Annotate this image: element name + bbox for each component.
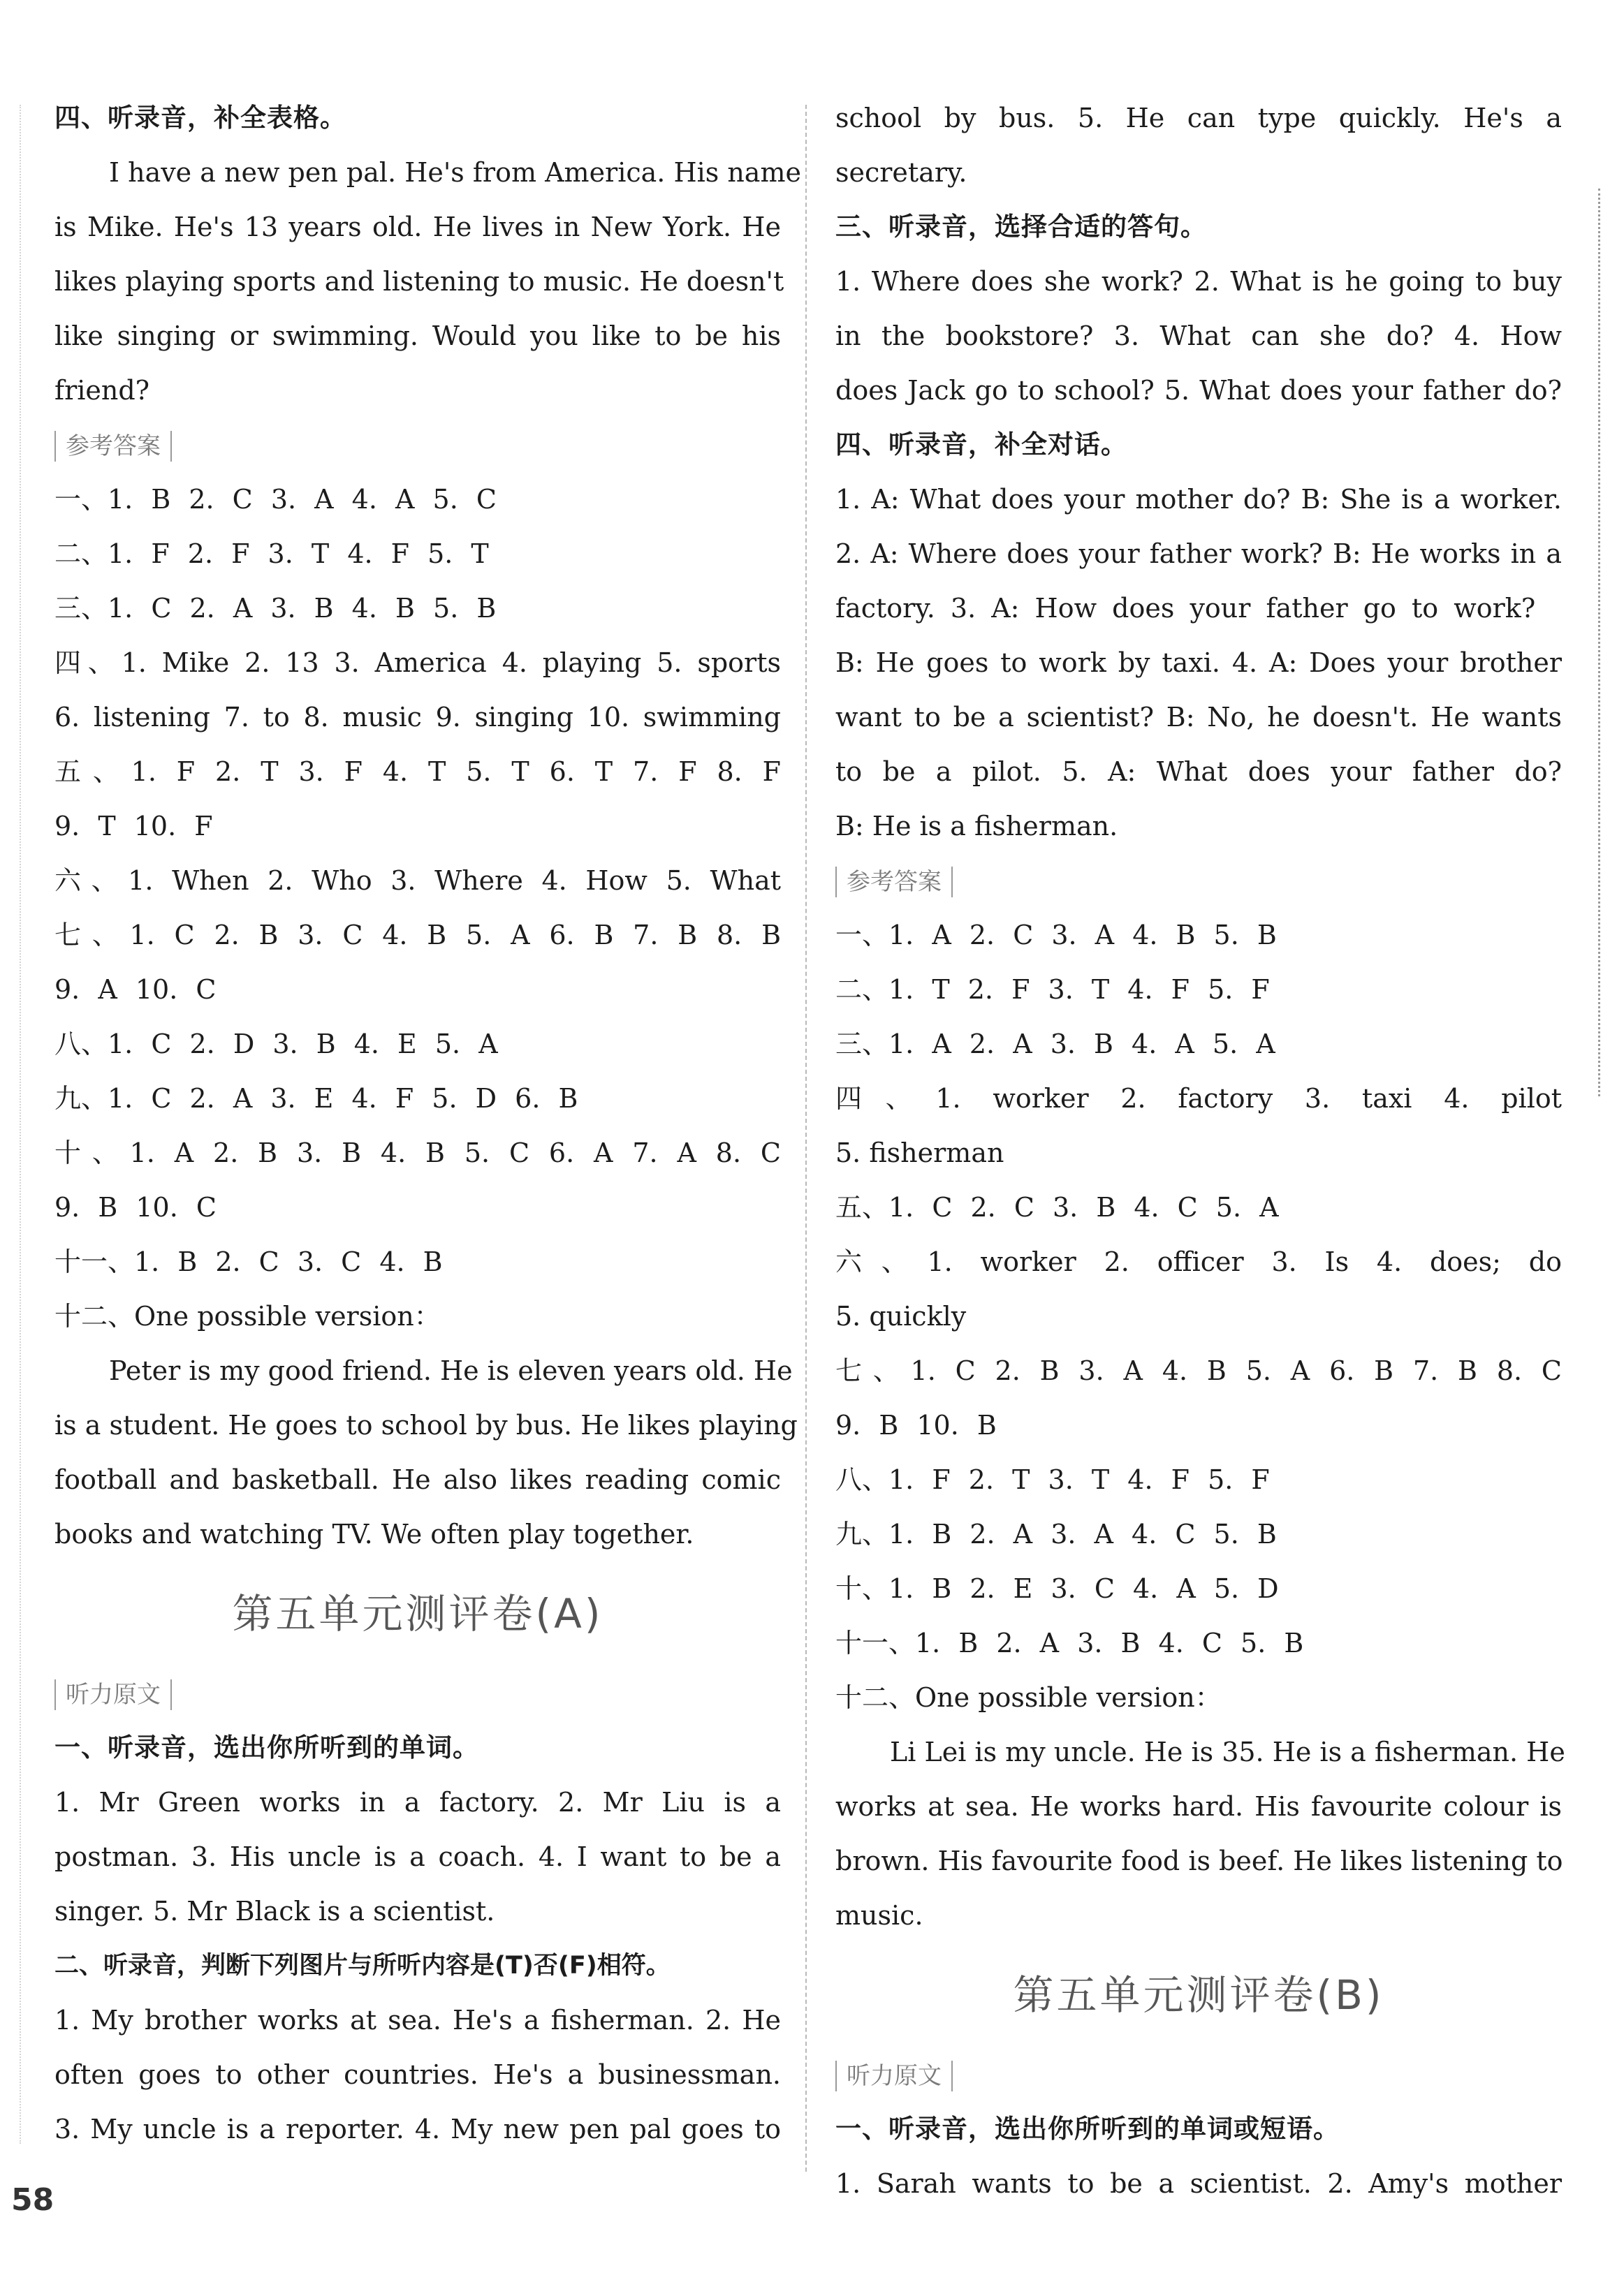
transcript-line: 1. My brother works at sea. He's a fisherman. 2. He: [54, 2005, 781, 2036]
answer-line: 六、1. worker 2. officer 3. Is 4. does; do: [835, 1246, 1562, 1277]
answer-line: 四、1. worker 2. factory 3. taxi 4. pilot: [835, 1083, 1562, 1114]
answer-line: 六、1. When 2. Who 3. Where 4. How 5. What: [54, 865, 781, 896]
answer-tag: 参考答案: [835, 867, 953, 897]
question-heading: 二、听录音，判断下列图片与所听内容是(T)否(F)相符。: [54, 1952, 671, 1980]
answer-line: 八、1. F 2. T 3. T 4. F 5. F: [835, 1464, 1270, 1495]
transcript-line: factory. 3. A: How does your father go to work?: [835, 593, 1536, 624]
answer-line: 十一、1. B 2. C 3. C 4. B: [54, 1246, 443, 1277]
transcript-line: to be a pilot. 5. A: What does your father do?: [835, 756, 1562, 787]
right-column: [835, 91, 1565, 2211]
answer-line: 9. B 10. B: [835, 1410, 997, 1441]
answer-line: 十二、One possible version：: [835, 1682, 1222, 1713]
essay-line: Li Lei is my uncle. He is 35. He is a fisherman. He: [890, 1737, 1565, 1767]
essay-line: brown. His favourite food is beef. He likes listening to: [835, 1846, 1563, 1876]
essay-line: football and basketball. He also likes reading comic: [54, 1464, 781, 1495]
answer-line: 四、1. Mike 2. 13 3. America 4. playing 5. sports: [54, 647, 781, 678]
page-edge-marks: [1594, 189, 1600, 1096]
answer-line: 一、1. B 2. C 3. A 4. A 5. C: [54, 484, 497, 515]
answer-line: 七、1. C 2. B 3. A 4. B 5. A 6. B 7. B 8. C: [835, 1355, 1562, 1386]
answer-line: 9. T 10. F: [54, 811, 213, 841]
answer-line: 五、1. C 2. C 3. B 4. C 5. A: [835, 1192, 1279, 1223]
page-number: 58: [11, 2182, 54, 2218]
listening-tag: 听力原文: [835, 2061, 953, 2091]
answer-line: 九、1. C 2. A 3. E 4. F 5. D 6. B: [54, 1083, 578, 1114]
answer-line: 二、1. T 2. F 3. T 4. F 5. F: [835, 974, 1270, 1005]
left-column: [54, 91, 801, 2156]
transcript-line: B: He goes to work by taxi. 4. A: Does your brother: [835, 647, 1562, 678]
answer-line: 十、1. A 2. B 3. B 4. B 5. C 6. A 7. A 8. C: [54, 1138, 781, 1168]
transcript-line: in the bookstore? 3. What can she do? 4. How: [835, 321, 1562, 351]
answer-line: 二、1. F 2. F 3. T 4. F 5. T: [54, 538, 489, 569]
answer-line: 十、1. B 2. E 3. C 4. A 5. D: [835, 1573, 1279, 1604]
passage-line: likes playing sports and listening to music. He doesn't: [54, 266, 784, 297]
answer-line: 6. listening 7. to 8. music 9. singing 10. swimming: [54, 702, 781, 733]
answer-line: 三、1. C 2. A 3. B 4. B 5. B: [54, 593, 497, 624]
transcript-line: 1. Sarah wants to be a scientist. 2. Amy's mother: [835, 2168, 1562, 2199]
essay-line: is a student. He goes to school by bus. He likes playing: [54, 1410, 798, 1441]
transcript-line: 2. A: Where does your father work? B: He works in a: [835, 538, 1562, 569]
transcript-line: 1. A: What does your mother do? B: She is a worker.: [835, 484, 1562, 515]
essay-line: works at sea. He works hard. His favourite colour is: [835, 1791, 1562, 1822]
question-heading: 四、听录音，补全对话。: [835, 429, 1127, 459]
question-heading: 三、听录音，选择合适的答句。: [835, 212, 1207, 242]
answer-tag: 参考答案: [54, 431, 172, 462]
essay-line: music.: [835, 1900, 923, 1931]
answer-line: 七、1. C 2. B 3. C 4. B 5. A 6. B 7. B 8. B: [54, 920, 781, 950]
answer-line: 五、1. F 2. T 3. F 4. T 5. T 6. T 7. F 8. F: [54, 756, 781, 787]
essay-line: books and watching TV. We often play together.: [54, 1519, 694, 1550]
question-heading: 一、听录音，选出你所听到的单词。: [54, 1732, 479, 1763]
binding-margin: [20, 105, 21, 2144]
answer-line: 十二、One possible version：: [54, 1301, 441, 1332]
listening-tag: 听力原文: [54, 1679, 172, 1710]
transcript-line: school by bus. 5. He can type quickly. He's a: [835, 103, 1562, 133]
transcript-line: want to be a scientist? B: No, he doesn't. He wants: [835, 702, 1562, 733]
essay-line: Peter is my good friend. He is eleven years old. He: [109, 1355, 793, 1386]
answer-line: 5. fisherman: [835, 1138, 1004, 1168]
answer-line: 一、1. A 2. C 3. A 4. B 5. B: [835, 920, 1277, 950]
answer-line: 9. A 10. C: [54, 974, 217, 1005]
transcript-line: postman. 3. His uncle is a coach. 4. I want to be a: [54, 1841, 781, 1872]
answer-line: 9. B 10. C: [54, 1192, 217, 1223]
passage-line: friend?: [54, 375, 150, 406]
unit-title: 第五单元测评卷(A): [232, 1590, 603, 1638]
transcript-line: secretary.: [835, 157, 967, 188]
answer-line: 八、1. C 2. D 3. B 4. E 5. A: [54, 1029, 498, 1059]
answer-line: 十一、1. B 2. A 3. B 4. C 5. B: [835, 1628, 1304, 1658]
passage-line: I have a new pen pal. He's from America. His name: [109, 157, 801, 188]
answer-line: 5. quickly: [835, 1301, 967, 1332]
transcript-line: does Jack go to school? 5. What does your father do?: [835, 375, 1562, 406]
passage-line: is Mike. He's 13 years old. He lives in New York. He: [54, 212, 781, 242]
answer-line: 三、1. A 2. A 3. B 4. A 5. A: [835, 1029, 1275, 1059]
transcript-line: often goes to other countries. He's a businessman.: [54, 2059, 781, 2090]
unit-title: 第五单元测评卷(B): [1013, 1971, 1384, 2019]
transcript-line: 3. My uncle is a reporter. 4. My new pen pal goes to: [54, 2114, 781, 2144]
transcript-line: B: He is a fisherman.: [835, 811, 1118, 841]
column-divider: [805, 105, 807, 2172]
passage-line: like singing or swimming. Would you like to be his: [54, 321, 781, 351]
transcript-line: 1. Mr Green works in a factory. 2. Mr Liu is a: [54, 1787, 781, 1818]
section-heading: 四、听录音，补全表格。: [54, 103, 346, 133]
transcript-line: 1. Where does she work? 2. What is he going to buy: [835, 266, 1562, 297]
transcript-line: singer. 5. Mr Black is a scientist.: [54, 1896, 495, 1927]
question-heading: 一、听录音，选出你所听到的单词或短语。: [835, 2114, 1340, 2144]
answer-line: 九、1. B 2. A 3. A 4. C 5. B: [835, 1519, 1277, 1550]
